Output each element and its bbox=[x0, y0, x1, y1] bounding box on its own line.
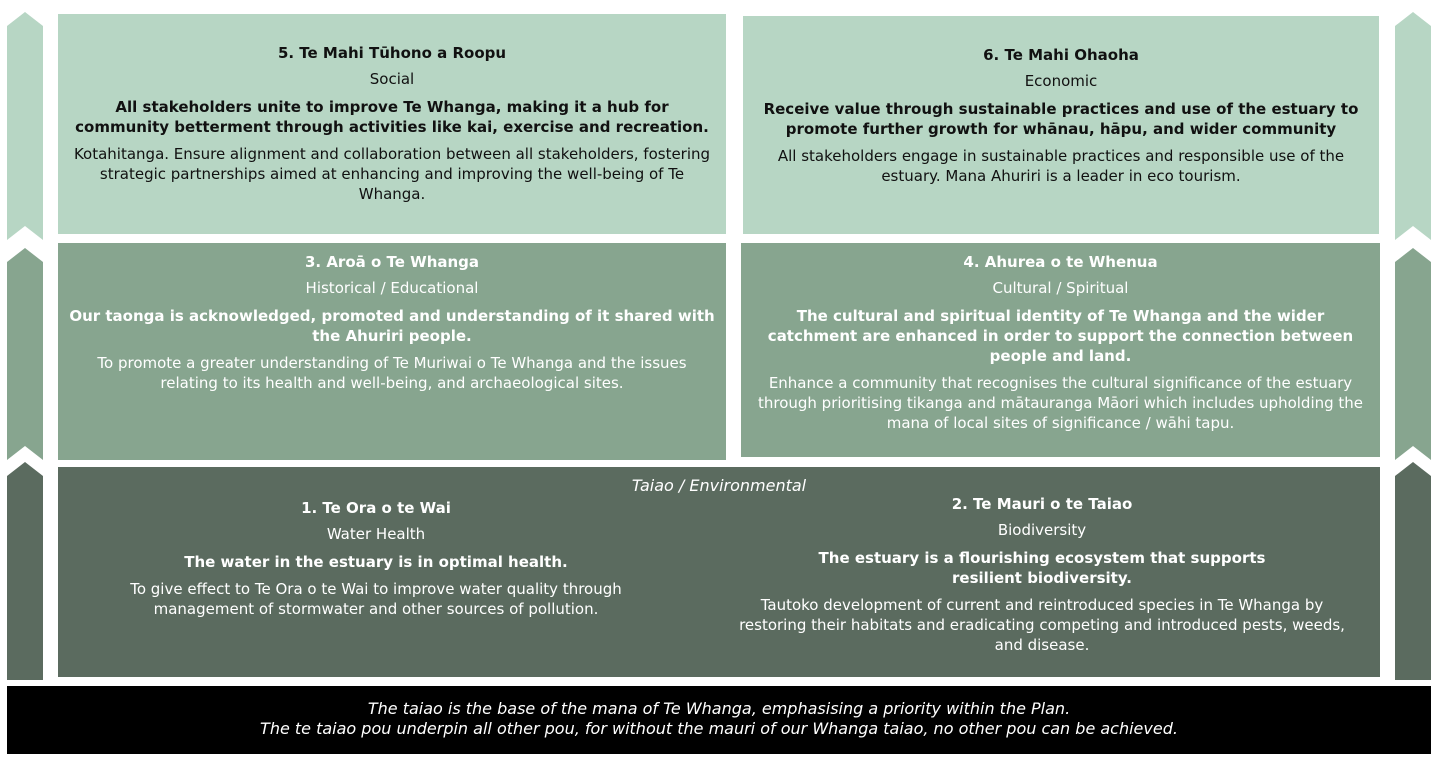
pou-3-description: To promote a greater understanding of Te Muriwai o Te Whanga and the issues relating to its health and well-being, and archaeological sites. bbox=[97, 354, 687, 392]
footer-line-2: The te taiao pou underpin all other pou, for without the mauri of our Whanga taiao, no other pou can be achieved. bbox=[260, 719, 1178, 738]
right-arrow-bottom bbox=[1395, 462, 1431, 680]
pou-1-aim: The water in the estuary is in optimal health. bbox=[184, 553, 568, 571]
right-arrow-top bbox=[1395, 12, 1431, 240]
pou-6-economic-box bbox=[743, 16, 1379, 234]
pou-2-category: Biodiversity bbox=[997, 521, 1087, 539]
pou-1-title: 1. Te Ora o te Wai bbox=[301, 499, 451, 517]
pou-4-title: 4. Ahurea o te Whenua bbox=[963, 253, 1158, 271]
pou-3-historical-box bbox=[58, 243, 726, 460]
pou-2-biodiversity bbox=[730, 494, 1354, 655]
pou-1-water-health bbox=[78, 498, 674, 619]
footer-line-1: The taiao is the base of the mana of Te Whanga, emphasising a priority within the Plan. bbox=[367, 699, 1071, 718]
pou-5-description: Kotahitanga. Ensure alignment and collaboration between all stakeholders, fostering strategic partnerships aimed at enhancing and improving the well-being of Te Whanga. bbox=[73, 145, 711, 203]
environmental-label: Taiao / Environmental bbox=[631, 476, 807, 495]
pou-2-aim: The estuary is a flourishing ecosystem that supports resilient biodiversity. bbox=[818, 549, 1266, 587]
environmental-box bbox=[58, 467, 1380, 677]
pou-4-category: Cultural / Spiritual bbox=[992, 279, 1129, 297]
pou-1-description: To give effect to Te Ora o te Wai to improve water quality through management of stormwater and other sources of pollution. bbox=[130, 580, 622, 618]
left-arrow-middle bbox=[7, 248, 43, 460]
footer-banner bbox=[7, 686, 1431, 754]
pou-6-description: All stakeholders engage in sustainable practices and responsible use of the estuary. Mana Ahuriri is a leader in eco tourism. bbox=[777, 147, 1345, 185]
pou-3-aim: Our taonga is acknowledged, promoted and understanding of it shared with the Ahuriri people. bbox=[69, 307, 715, 345]
pou-2-description: Tautoko development of current and reintroduced species in Te Whanga by restoring their habitats and eradicating competing and introduced pests, weeds, and disease. bbox=[739, 596, 1345, 654]
pou-3-category: Historical / Educational bbox=[305, 279, 479, 297]
pou-5-title: 5. Te Mahi Tūhono a Roopu bbox=[277, 44, 507, 62]
pou-6-category: Economic bbox=[1024, 72, 1098, 90]
pou-5-aim: All stakeholders unite to improve Te Whanga, making it a hub for community betterment through activities like kai, exercise and recreation. bbox=[75, 98, 709, 136]
pou-6-title: 6. Te Mahi Ohaoha bbox=[983, 46, 1139, 64]
pou-5-category: Social bbox=[369, 70, 415, 88]
pou-5-social-box bbox=[58, 14, 726, 234]
pou-3-title: 3. Aroā o Te Whanga bbox=[304, 253, 480, 271]
left-arrow-bottom bbox=[7, 462, 43, 680]
pou-4-description: Enhance a community that recognises the cultural significance of the estuary through prioritising tikanga and mātauranga Māori which includes upholding the mana of local sites of significance / wāhi tapu. bbox=[757, 374, 1364, 432]
pou-4-cultural-box bbox=[741, 243, 1380, 457]
pou-1-category: Water Health bbox=[326, 525, 426, 543]
pou-4-aim: The cultural and spiritual identity of Te Whanga and the wider catchment are enhanced in order to support the connection between people and land. bbox=[767, 307, 1354, 365]
right-arrow-middle bbox=[1395, 248, 1431, 460]
pou-2-title: 2. Te Mauri o te Taiao bbox=[951, 495, 1133, 513]
left-arrow-top bbox=[7, 12, 43, 240]
pou-6-aim: Receive value through sustainable practices and use of the estuary to promote further growth for whānau, hāpu, and wider community bbox=[763, 100, 1359, 138]
